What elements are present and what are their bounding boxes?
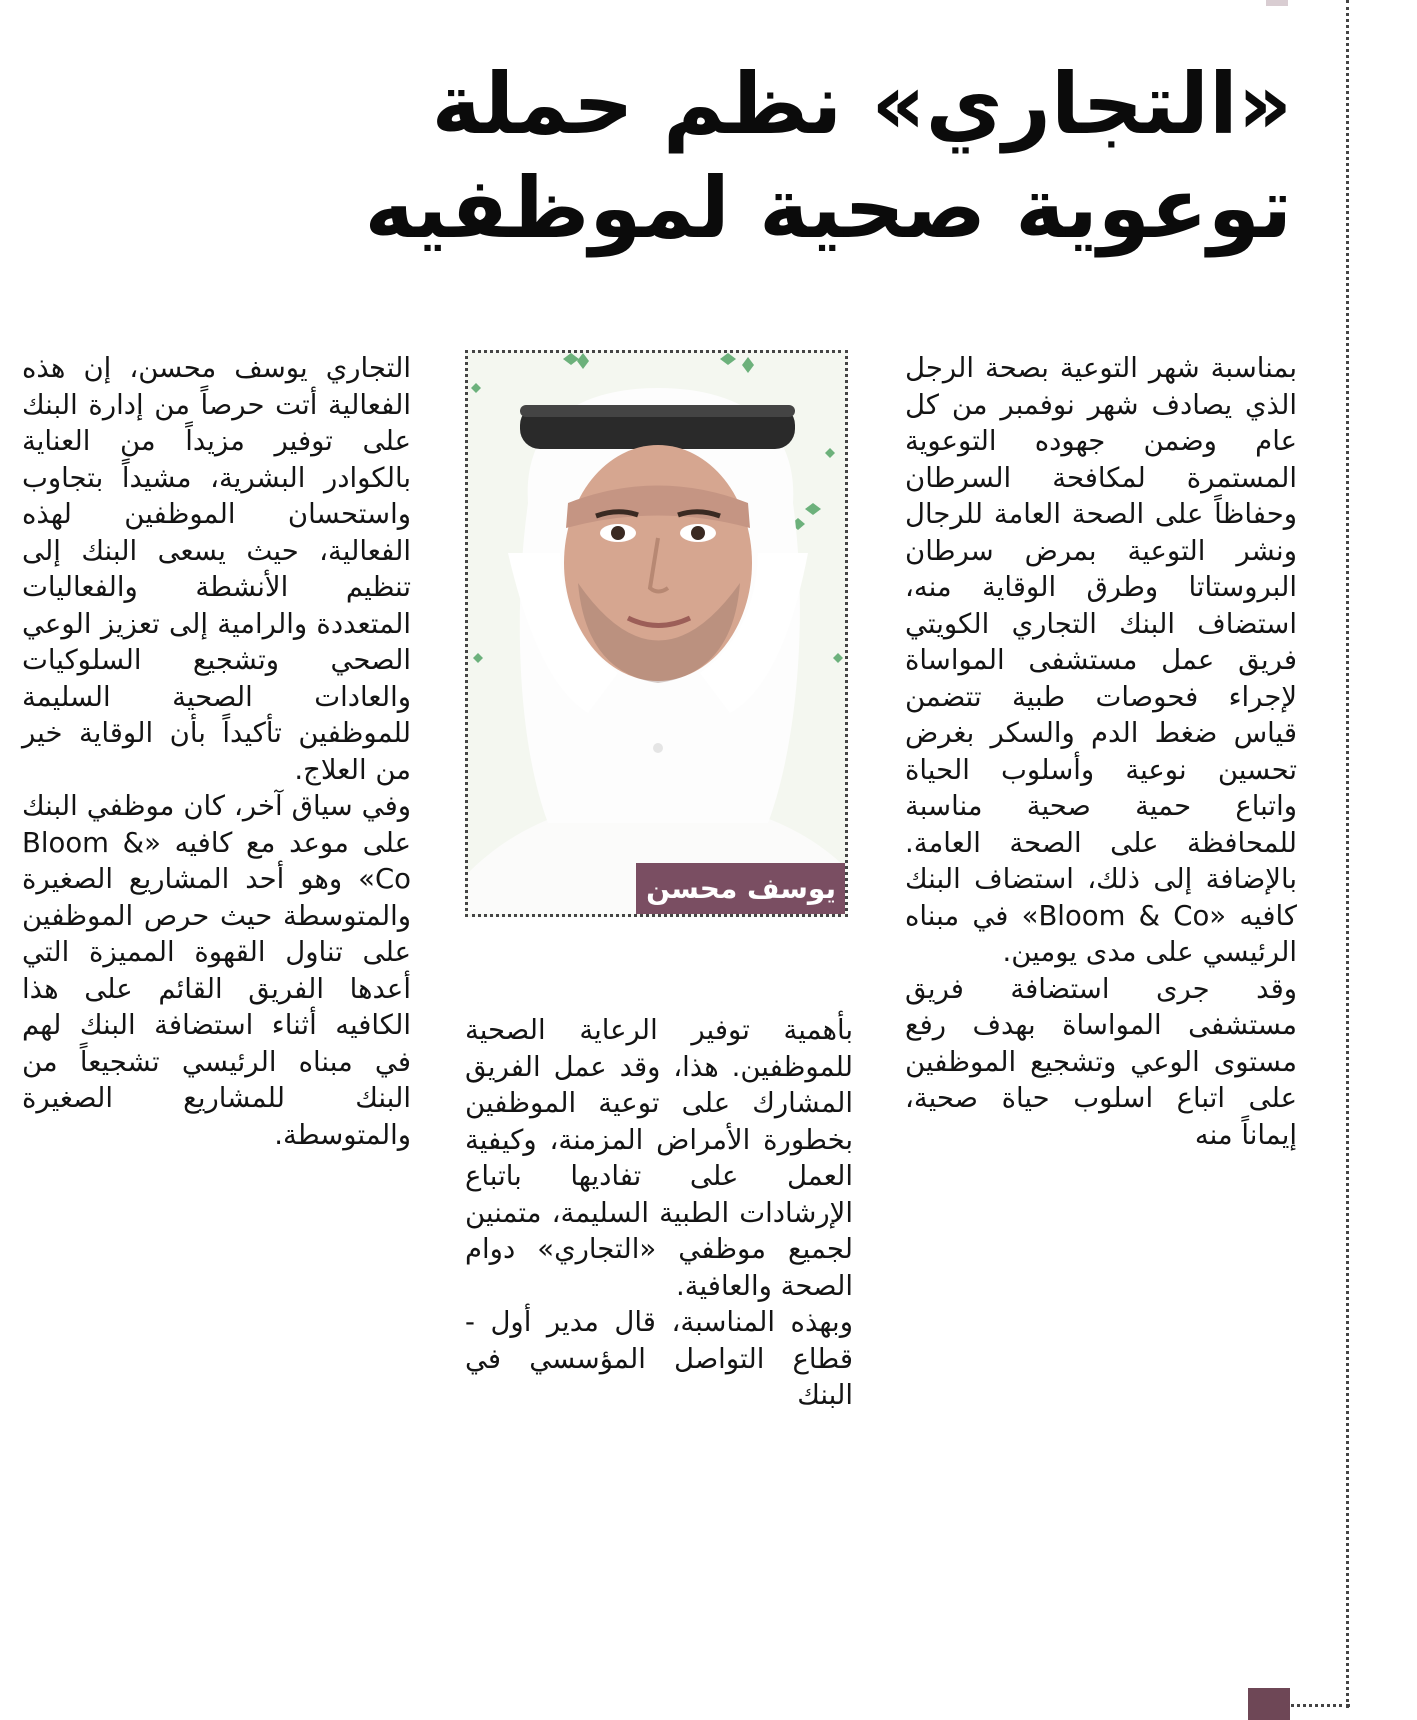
article-column-left: [22, 350, 411, 1153]
article-headline: [364, 52, 1292, 260]
headline-line-2: توعوية صحية لموظفيه: [364, 159, 1292, 257]
paragraph: وفي سياق آخر، كان موظفي البنك على موعد مع كافيه «Bloom & Co» وهو أحد المشاريع الصغيرة والمتوسطة حيث حرص الموظفين على تناول القهوة المميزة التي أعدها الفريق القائم على هذا الكافيه أثناء استضافة البنك لهم في مبناه الرئيسي تشجيعاً من البنك للمشاريع الصغيرة والمتوسطة.: [22, 790, 412, 1151]
paragraph: التجاري يوسف محسن، إن هذه الفعالية أتت حرصاً من إدارة البنك على توفير مزيداً من العناية بالكوادر البشرية، مشيداً بتجاوب واستحسان الموظفين لهذه الفعالية، حيث يسعى البنك إلى تنظيم الأنشطة والفعاليات المتعددة والرامية إلى تعزيز الوعي الصحي وتشجيع السلوكيات والعادات الصحية السليمة للموظفين تأكيداً بأن الوقاية خير من العلاج.: [22, 352, 411, 786]
headline-line-1: «التجاري» نظم حملة: [431, 55, 1292, 153]
paragraph: وقد جرى استضافة فريق مستشفى المواساة بهدف رفع مستوى الوعي وتشجيع الموظفين على اتباع اسلوب حياة صحية، إيماناً منه: [905, 972, 1297, 1151]
page-end-marker: [1248, 1688, 1290, 1720]
photo-caption: يوسف محسن: [636, 863, 846, 915]
portrait-photo: [465, 350, 848, 917]
article-column-middle: [465, 1012, 853, 1414]
paragraph: وبهذه المناسبة، قال مدير أول - قطاع التواصل المؤسسي في البنك: [465, 1306, 853, 1411]
paragraph: بأهمية توفير الرعاية الصحية للموظفين. هذا، وقد عمل الفريق المشارك على توعية الموظفين بخطورة الأمراض المزمنة، وكيفية العمل على تفاديها باتباع الإرشادات الطبية السليمة، متمنين لجميع موظفي «التجاري» دوام الصحة والعافية.: [465, 1014, 853, 1302]
paragraph: بمناسبة شهر التوعية بصحة الرجل الذي يصادف شهر نوفمبر من كل عام وضمن جهوده التوعوية المستمرة لمكافحة السرطان وحفاظاً على الصحة العامة للرجال ونشر التوعية بمرض سرطان البروستاتا وطرق الوقاية منه، استضاف البنك التجاري الكويتي فريق عمل مستشفى المواساة لإجراء فحوصات طبية تتضمن قياس ضغط الدم والسكر بغرض تحسين نوعية وأسلوب الحياة واتباع حمية صحية مناسبة للمحافظة على الصحة العامة. بالإضافة إلى ذلك، استضاف البنك كافيه «Bloom & Co» في مبناه الرئيسي على مدى يومين.: [905, 352, 1297, 968]
portrait-image: [468, 353, 848, 917]
page-corner-mark: [1266, 0, 1288, 6]
page-edge-dotted-line: [1346, 0, 1349, 1708]
article-column-right: [905, 350, 1297, 1153]
